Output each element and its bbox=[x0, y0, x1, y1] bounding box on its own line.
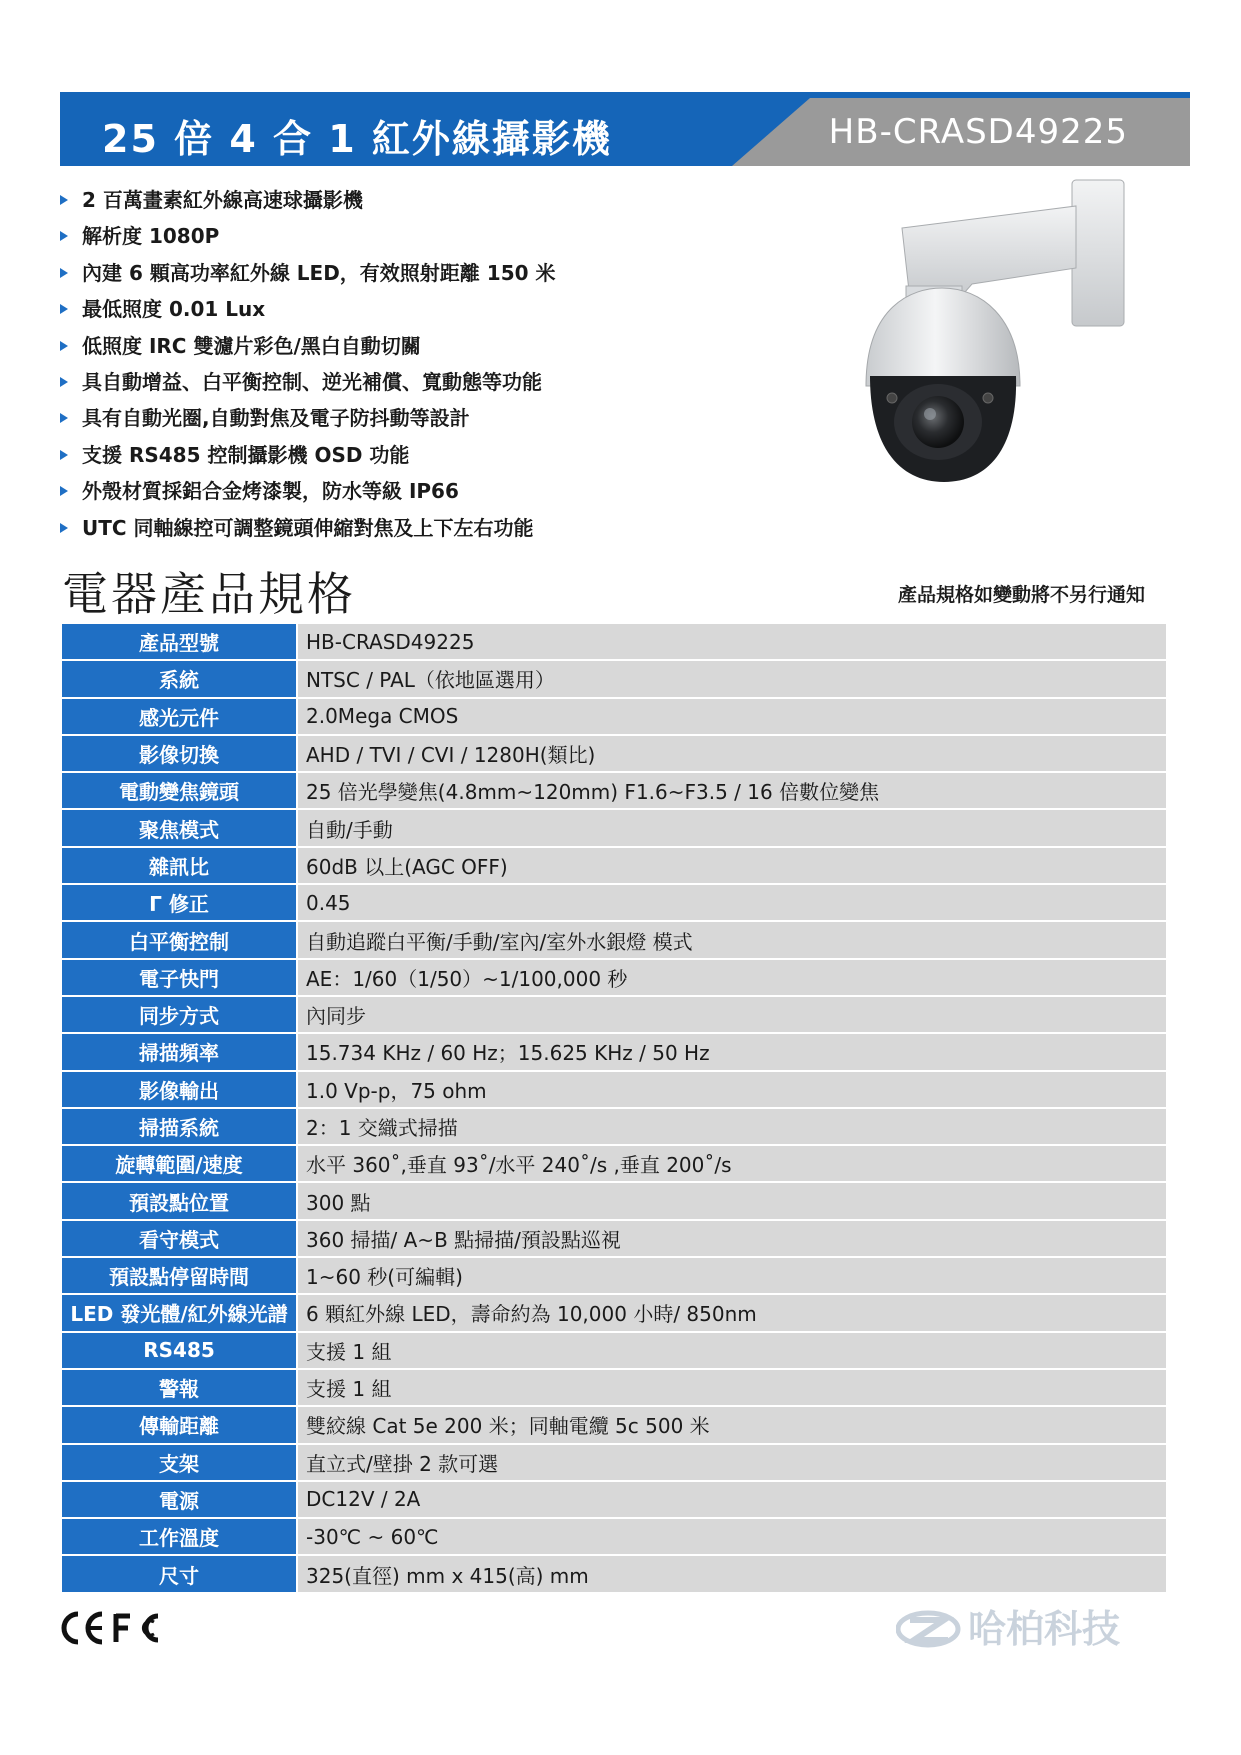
table-row bbox=[61, 1555, 1167, 1592]
spec-value: 1.0 Vp-p，75 ohm bbox=[297, 1071, 1167, 1108]
triangle-bullet-icon bbox=[60, 341, 68, 351]
spec-value: 6 顆紅外線 LED，壽命約為 10,000 小時/ 850nm bbox=[297, 1294, 1167, 1331]
spec-label: Γ 修正 bbox=[61, 884, 297, 921]
spec-value: 60dB 以上(AGC OFF) bbox=[297, 847, 1167, 884]
feature-item: 內建 6 顆高功率紅外線 LED，有效照射距離 150 米 bbox=[60, 257, 556, 293]
ptz-camera-image bbox=[840, 176, 1140, 506]
feature-item: 解析度 1080P bbox=[60, 220, 556, 256]
spec-label: 預設點位置 bbox=[61, 1182, 297, 1219]
spec-value: 水平 360˚,垂直 93˚/水平 240˚/s ,垂直 200˚/s bbox=[297, 1145, 1167, 1182]
feature-item: 低照度 IRC 雙濾片彩色/黑白自動切關 bbox=[60, 330, 556, 366]
table-row bbox=[61, 1182, 1167, 1219]
feature-item: 最低照度 0.01 Lux bbox=[60, 293, 556, 329]
spec-value: 內同步 bbox=[297, 996, 1167, 1033]
feature-list bbox=[60, 184, 556, 548]
spec-value: 15.734 KHz / 60 Hz；15.625 KHz / 50 Hz bbox=[297, 1033, 1167, 1070]
spec-label: 傳輸距離 bbox=[61, 1406, 297, 1443]
table-row bbox=[61, 1220, 1167, 1257]
spec-change-notice: 產品規格如變動將不另行通知 bbox=[897, 584, 1145, 606]
triangle-bullet-icon bbox=[60, 231, 68, 241]
spec-value: 2：1 交織式掃描 bbox=[297, 1108, 1167, 1145]
spec-label: 影像輸出 bbox=[61, 1071, 297, 1108]
model-number: HB-CRASD49225 bbox=[828, 112, 1128, 152]
feature-item: 具有自動光圈,自動對焦及電子防抖動等設計 bbox=[60, 402, 556, 438]
triangle-bullet-icon bbox=[60, 450, 68, 460]
table-row bbox=[61, 1332, 1167, 1369]
table-row bbox=[61, 809, 1167, 846]
spec-label: 預設點停留時間 bbox=[61, 1257, 297, 1294]
spec-value: 1~60 秒(可編輯) bbox=[297, 1257, 1167, 1294]
spec-label: 白平衡控制 bbox=[61, 921, 297, 958]
feature-item: 具自動增益、白平衡控制、逆光補償、寬動態等功能 bbox=[60, 366, 556, 402]
spec-label: RS485 bbox=[61, 1332, 297, 1369]
spec-label: 產品型號 bbox=[61, 623, 297, 660]
spec-table bbox=[60, 622, 1168, 1594]
spec-value: NTSC / PAL（依地區選用） bbox=[297, 660, 1167, 697]
feature-item: 外殼材質採鋁合金烤漆製，防水等級 IP66 bbox=[60, 475, 556, 511]
spec-label: 聚焦模式 bbox=[61, 809, 297, 846]
feature-item: UTC 同軸線控可調整鏡頭伸縮對焦及上下左右功能 bbox=[60, 512, 556, 548]
brand-name: 哈柏科技 bbox=[968, 1607, 1121, 1651]
spec-value: 360 掃描/ A~B 點掃描/預設點巡視 bbox=[297, 1220, 1167, 1257]
triangle-bullet-icon bbox=[60, 268, 68, 278]
spec-label: 旋轉範圍/速度 bbox=[61, 1145, 297, 1182]
table-row bbox=[61, 959, 1167, 996]
table-row bbox=[61, 1369, 1167, 1406]
spec-label: 看守模式 bbox=[61, 1220, 297, 1257]
spec-label: 感光元件 bbox=[61, 698, 297, 735]
table-row bbox=[61, 623, 1167, 660]
spec-value: HB-CRASD49225 bbox=[297, 623, 1167, 660]
table-row bbox=[61, 1444, 1167, 1481]
table-row bbox=[61, 1257, 1167, 1294]
table-row bbox=[61, 1518, 1167, 1555]
feature-item: 2 百萬畫素紅外線高速球攝影機 bbox=[60, 184, 556, 220]
table-row bbox=[61, 1406, 1167, 1443]
spec-label: 支架 bbox=[61, 1444, 297, 1481]
ce-fc-certification-logo bbox=[58, 1608, 168, 1648]
table-row bbox=[61, 1071, 1167, 1108]
spec-label: 系統 bbox=[61, 660, 297, 697]
spec-value: DC12V / 2A bbox=[297, 1481, 1167, 1518]
spec-value: AE：1/60（1/50）~1/100,000 秒 bbox=[297, 959, 1167, 996]
spec-value: 自動/手動 bbox=[297, 809, 1167, 846]
feature-item: 支援 RS485 控制攝影機 OSD 功能 bbox=[60, 439, 556, 475]
spec-label: 尺寸 bbox=[61, 1555, 297, 1592]
table-row bbox=[61, 1145, 1167, 1182]
spec-value: 300 點 bbox=[297, 1182, 1167, 1219]
table-row bbox=[61, 772, 1167, 809]
spec-value: 325(直徑) mm x 415(高) mm bbox=[297, 1555, 1167, 1592]
table-row bbox=[61, 1033, 1167, 1070]
table-row bbox=[61, 698, 1167, 735]
spec-label: 警報 bbox=[61, 1369, 297, 1406]
spec-label: 電子快門 bbox=[61, 959, 297, 996]
section-title: 電器產品規格 bbox=[62, 567, 356, 621]
spec-label: 電源 bbox=[61, 1481, 297, 1518]
page-title: 25 倍 4 合 1 紅外線攝影機 bbox=[102, 117, 612, 161]
table-row bbox=[61, 921, 1167, 958]
spec-label: 電動變焦鏡頭 bbox=[61, 772, 297, 809]
spec-label: LED 發光體/紅外線光譜 bbox=[61, 1294, 297, 1331]
brand-logo bbox=[896, 1602, 1166, 1652]
triangle-bullet-icon bbox=[60, 304, 68, 314]
triangle-bullet-icon bbox=[60, 377, 68, 387]
table-row bbox=[61, 660, 1167, 697]
spec-label: 掃描頻率 bbox=[61, 1033, 297, 1070]
table-row bbox=[61, 1294, 1167, 1331]
triangle-bullet-icon bbox=[60, 523, 68, 533]
spec-label: 同步方式 bbox=[61, 996, 297, 1033]
table-row bbox=[61, 1108, 1167, 1145]
spec-label: 影像切換 bbox=[61, 735, 297, 772]
spec-label: 工作溫度 bbox=[61, 1518, 297, 1555]
table-row bbox=[61, 735, 1167, 772]
table-row bbox=[61, 1481, 1167, 1518]
spec-value: AHD / TVI / CVI / 1280H(類比) bbox=[297, 735, 1167, 772]
spec-value: 支援 1 組 bbox=[297, 1332, 1167, 1369]
spec-value: 自動追蹤白平衡/手動/室內/室外水銀燈 模式 bbox=[297, 921, 1167, 958]
spec-value: 直立式/壁掛 2 款可選 bbox=[297, 1444, 1167, 1481]
spec-value: 0.45 bbox=[297, 884, 1167, 921]
spec-value: 支援 1 組 bbox=[297, 1369, 1167, 1406]
table-row bbox=[61, 996, 1167, 1033]
spec-value: 雙絞線 Cat 5e 200 米；同軸電纜 5c 500 米 bbox=[297, 1406, 1167, 1443]
header-banner bbox=[60, 92, 1190, 166]
spec-value: 2.0Mega CMOS bbox=[297, 698, 1167, 735]
table-row bbox=[61, 847, 1167, 884]
table-row bbox=[61, 884, 1167, 921]
spec-value: 25 倍光學變焦(4.8mm~120mm) F1.6~F3.5 / 16 倍數位變焦 bbox=[297, 772, 1167, 809]
triangle-bullet-icon bbox=[60, 413, 68, 423]
spec-value: -30℃ ~ 60℃ bbox=[297, 1518, 1167, 1555]
spec-label: 掃描系統 bbox=[61, 1108, 297, 1145]
triangle-bullet-icon bbox=[60, 195, 68, 205]
triangle-bullet-icon bbox=[60, 486, 68, 496]
spec-label: 雜訊比 bbox=[61, 847, 297, 884]
